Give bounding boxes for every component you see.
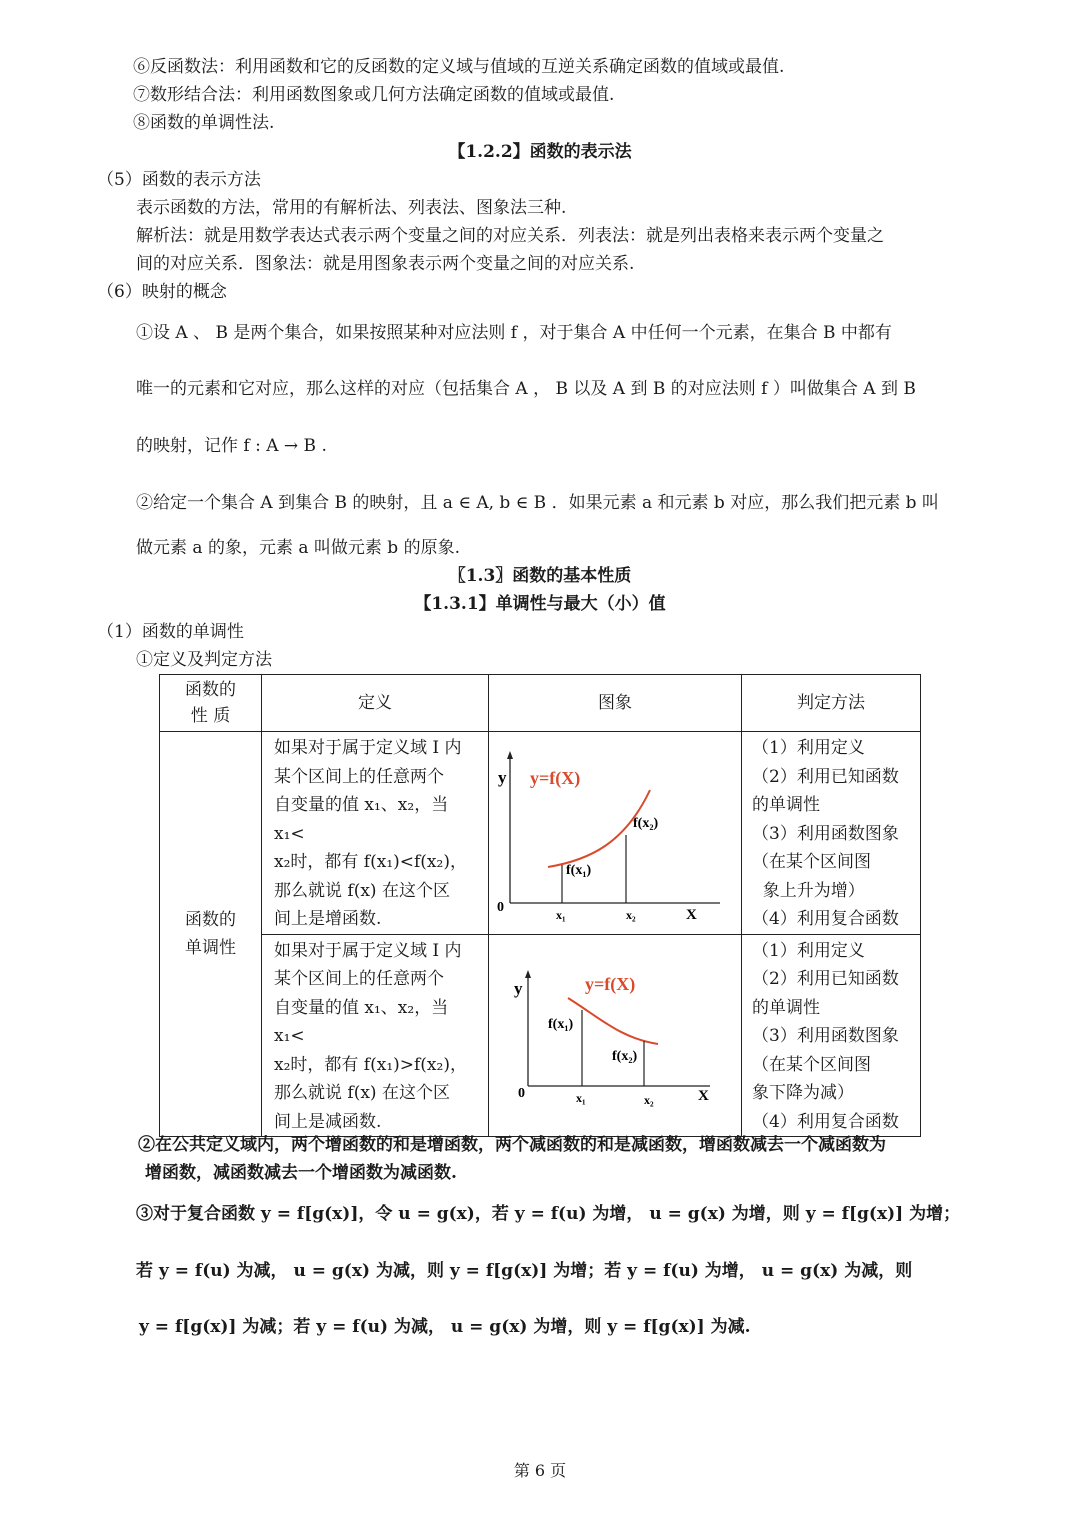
method-line: （1）利用定义 xyxy=(752,940,865,961)
def-line: x₂时，都有 f(x₁)>f(x₂)， xyxy=(274,1054,467,1075)
fx2-label: f(x₂) xyxy=(612,1048,638,1064)
page-number: 第 6 页 xyxy=(513,1461,567,1480)
mapping-p1-line1: ①设 A 、 B 是两个集合，如果按照某种对应法则 f ，对于集合 A 中任何一个元素，在集合 B 中都有 xyxy=(136,323,892,343)
curve-label: y=f(X) xyxy=(585,973,636,994)
increasing-graph-svg xyxy=(490,735,740,925)
method-7: ⑦数形结合法：利用函数图象或几何方法确定函数的值域或最值. xyxy=(133,85,615,105)
origin-label: 0 xyxy=(518,1085,525,1101)
method-line: 的单调性 xyxy=(752,795,820,815)
method-line: 象下降为减） xyxy=(752,1083,854,1103)
mapping-p2-line1: ②给定一个集合 A 到集合 B 的映射，且 a ∈ A, b ∈ B ．如果元素 a 和元素 b 对应，那么我们把元素 b 叫 xyxy=(136,493,939,513)
mapping-p2-line2: 做元素 a 的象，元素 a 叫做元素 b 的原象. xyxy=(136,538,460,558)
header-property: 函数的 性 质 xyxy=(160,675,262,732)
fx1-label: f(x₁) xyxy=(566,863,592,879)
x-label: X xyxy=(686,907,697,924)
section-subtitle-131: 【1.3.1】单调性与最大（小）值 xyxy=(414,594,666,614)
method-line: （在某个区间图 xyxy=(752,1054,871,1075)
rule2-line1: ②在公共定义域内，两个增函数的和是增函数，两个减函数的和是减函数，增函数减去一个减函数为 xyxy=(138,1135,886,1155)
method-8: ⑧函数的单调性法. xyxy=(133,113,275,133)
x1-label: x₁ xyxy=(576,1090,586,1105)
curve-label: y=f(X) xyxy=(530,768,581,789)
x1-label: x₁ xyxy=(556,908,566,923)
def-line: x₂时，都有 f(x₁)<f(x₂)， xyxy=(274,852,467,872)
section-title-122: 【1.2.2】函数的表示法 xyxy=(448,142,632,162)
def-line: 自变量的值 x₁、x₂，当 x₁< xyxy=(274,997,449,1046)
x2-label: x₂ xyxy=(626,908,636,923)
mapping-p1-line3: 的映射，记作 f : A → B . xyxy=(136,436,327,456)
method-6: ⑥反函数法：利用函数和它的反函数的定义域与值域的互逆关系确定函数的值域或最值. xyxy=(133,57,785,77)
y-label: y xyxy=(498,768,507,788)
item5-heading: （5）函数的表示方法 xyxy=(97,170,261,190)
header-method: 判定方法 xyxy=(742,675,921,732)
item5-line2: 解析法：就是用数学表达式表示两个变量之间的对应关系．列表法：就是列出表格来表示两个变量之 xyxy=(136,226,884,246)
def-line: 某个区间上的任意两个 xyxy=(274,969,444,989)
fx2-label: f(x₂) xyxy=(633,816,659,832)
method-line: （4）利用复合函数 xyxy=(752,1111,899,1132)
header-definition: 定义 xyxy=(262,675,489,732)
decreasing-methods xyxy=(742,934,921,1137)
increasing-graph xyxy=(489,732,742,935)
def-line: 某个区间上的任意两个 xyxy=(274,766,444,787)
mapping-p1-line2: 唯一的元素和它对应，那么这样的对应（包括集合 A ， B 以及 A 到 B 的对应法则 f ）叫做集合 A 到 B xyxy=(136,379,916,399)
item6-heading: （6）映射的概念 xyxy=(97,282,227,302)
section-title-13: 〖1.3〗函数的基本性质 xyxy=(448,566,632,586)
y-axis-arrow xyxy=(525,970,531,978)
item1-sub: ①定义及判定方法 xyxy=(136,650,272,670)
method-line: （3）利用函数图象 xyxy=(752,823,899,844)
def-line: 自变量的值 x₁、x₂，当 x₁< xyxy=(274,795,449,844)
method-line: 象上升为增） xyxy=(752,880,865,901)
property-label: 函数的 单调性 xyxy=(160,732,262,1137)
def-line: 那么就说 f(x) 在这个区 xyxy=(274,1083,450,1103)
x-label: X xyxy=(698,1087,709,1104)
rule3-line1: ③对于复合函数 y = f[g(x)]，令 u = g(x)，若 y = f(u) 为增， u = g(x) 为增，则 y = f[g(x)] 为增； xyxy=(136,1204,961,1224)
rule2-line2: 增函数，减函数减去一个增函数为减函数. xyxy=(145,1163,457,1183)
decreasing-graph-svg xyxy=(490,938,740,1128)
fx1-label: f(x₁) xyxy=(548,1016,574,1032)
def-line: 间上是减函数. xyxy=(274,1111,382,1132)
def-line: 如果对于属于定义域 I 内 xyxy=(274,738,462,758)
def-line: 那么就说 f(x) 在这个区 xyxy=(274,880,450,901)
increasing-definition xyxy=(262,732,489,935)
decreasing-graph xyxy=(489,934,742,1137)
increasing-methods xyxy=(742,732,921,935)
y-label: y xyxy=(514,978,523,998)
monotonicity-table xyxy=(159,674,921,1137)
origin-label: 0 xyxy=(497,900,504,916)
method-line: （在某个区间图 xyxy=(752,852,871,872)
item5-line1: 表示函数的方法，常用的有解析法、列表法、图象法三种. xyxy=(136,198,567,218)
decreasing-definition xyxy=(262,934,489,1137)
method-line: （2）利用已知函数 xyxy=(752,766,899,787)
method-line: （4）利用复合函数 xyxy=(752,909,899,929)
method-line: 的单调性 xyxy=(752,997,820,1018)
def-line: 如果对于属于定义域 I 内 xyxy=(274,940,462,961)
method-line: （3）利用函数图象 xyxy=(752,1026,899,1046)
rule3-line3: y = f[g(x)] 为减；若 y = f(u) 为减， u = g(x) 为增，则 y = f[g(x)] 为减. xyxy=(139,1317,751,1337)
y-axis-arrow xyxy=(507,751,513,759)
def-line: 间上是增函数. xyxy=(274,909,382,929)
item5-line3: 间的对应关系．图象法：就是用图象表示两个变量之间的对应关系. xyxy=(136,254,635,274)
rule3-line2: 若 y = f(u) 为减， u = g(x) 为减，则 y = f[g(x)] 为增；若 y = f(u) 为增， u = g(x) 为减，则 xyxy=(136,1261,913,1281)
method-line: （2）利用已知函数 xyxy=(752,969,899,989)
method-line: （1）利用定义 xyxy=(752,738,865,758)
item1-heading: （1）函数的单调性 xyxy=(97,622,244,642)
header-graph: 图象 xyxy=(489,675,742,732)
x2-label: x₂ xyxy=(644,1092,654,1107)
